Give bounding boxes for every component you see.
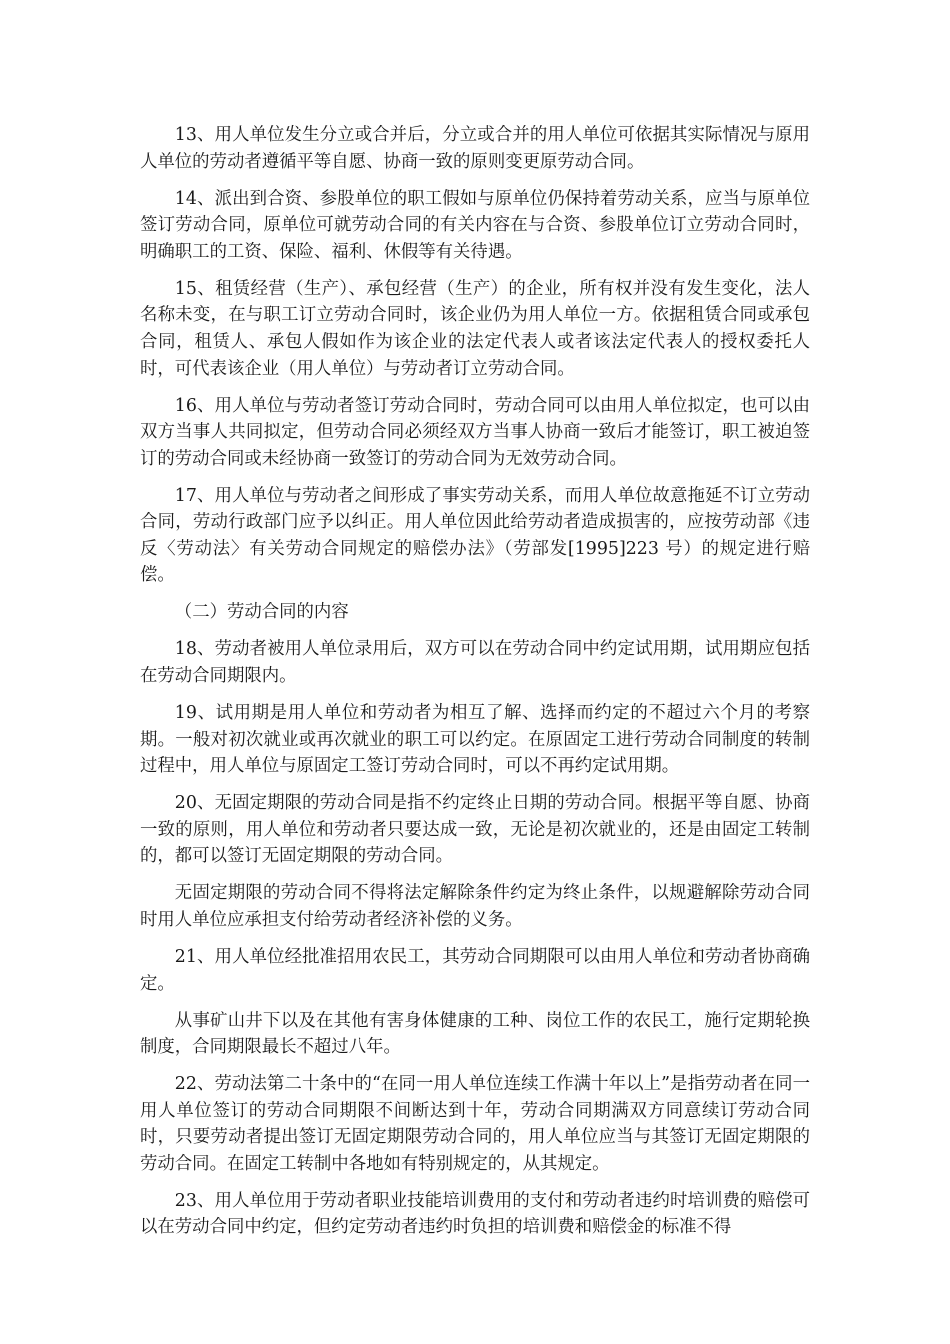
paragraph-22: 22、劳动法第二十条中的“在同一用人单位连续工作满十年以上”是指劳动者在同一用人单位签订的劳动合同期限不间断达到十年，劳动合同期满双方同意续订劳动合同时，只要劳动者提出签订无固定期限劳动合同的，用人单位应当与其签订无固定期限的劳动合同。在固定工转制中各地如有特别规定的，从其规定。 <box>140 1074 810 1174</box>
paragraph-15: 15、租赁经营（生产）、承包经营（生产）的企业，所有权并没有发生变化，法人名称未变，在与职工订立劳动合同时，该企业仍为用人单位一方。依据租赁合同或承包合同，租赁人、承包人假如作为该企业的法定代表人或者该法定代表人的授权委托人时，可代表该企业（用人单位）与劳动者订立劳动合同。 <box>140 278 810 379</box>
paragraph-17: 17、用人单位与劳动者之间形成了事实劳动关系，而用人单位故意拖延不订立劳动合同，劳动行政部门应予以纠正。用人单位因此给劳动者造成损害的，应按劳动部《违反〈劳动法〉有关劳动合同规定的赔偿办法》（劳部发[1995]223 号）的规定进行赔偿。 <box>140 485 810 586</box>
section-heading: （二）劳动合同的内容 <box>174 602 349 623</box>
paragraph-18: 18、劳动者被用人单位录用后，双方可以在劳动合同中约定试用期，试用期应包括在劳动合同期限内。 <box>140 639 810 687</box>
paragraph-23: 23、用人单位用于劳动者职业技能培训费用的支付和劳动者违约时培训费的赔偿可以在劳动合同中约定，但约定劳动者违约时负担的培训费和赔偿金的标准不得 <box>140 1190 810 1238</box>
paragraph-20: 20、无固定期限的劳动合同是指不约定终止日期的劳动合同。根据平等自愿、协商一致的原则，用人单位和劳动者只要达成一致，无论是初次就业的，还是由固定工转制的，都可以签订无固定期限的劳动合同。 <box>140 793 810 867</box>
paragraph-13: 13、用人单位发生分立或合并后，分立或合并的用人单位可依据其实际情况与原用人单位的劳动者遵循平等自愿、协商一致的原则变更原劳动合同。 <box>140 125 810 172</box>
paragraph-16: 16、用人单位与劳动者签订劳动合同时，劳动合同可以由用人单位拟定，也可以由双方当事人共同拟定，但劳动合同必须经双方当事人协商一致后才能签订，职工被迫签订的劳动合同或未经协商一致签订的劳动合同为无效劳动合同。 <box>140 395 810 469</box>
paragraph-20-note: 无固定期限的劳动合同不得将法定解除条件约定为终止条件，以规避解除劳动合同时用人单位应承担支付给劳动者经济补偿的义务。 <box>140 883 810 930</box>
paragraph-14: 14、派出到合资、参股单位的职工假如与原单位仍保持着劳动关系，应当与原单位签订劳动合同，原单位可就劳动合同的有关内容在与合资、参股单位订立劳动合同时，明确职工的工资、保险、福利、休假等有关待遇。 <box>140 188 810 262</box>
paragraph-21-note: 从事矿山井下以及在其他有害身体健康的工种、岗位工作的农民工，施行定期轮换制度，合同期限最长不超过八年。 <box>140 1010 810 1058</box>
paragraph-19: 19、试用期是用人单位和劳动者为相互了解、选择而约定的不超过六个月的考察期。一般对初次就业或再次就业的职工可以约定。在原固定工进行劳动合同制度的转制过程中，用人单位与原固定工签订劳动合同时，可以不再约定试用期。 <box>140 703 810 777</box>
document-page <box>140 122 810 1251</box>
paragraph-21: 21、用人单位经批准招用农民工，其劳动合同期限可以由用人单位和劳动者协商确定。 <box>140 946 810 994</box>
